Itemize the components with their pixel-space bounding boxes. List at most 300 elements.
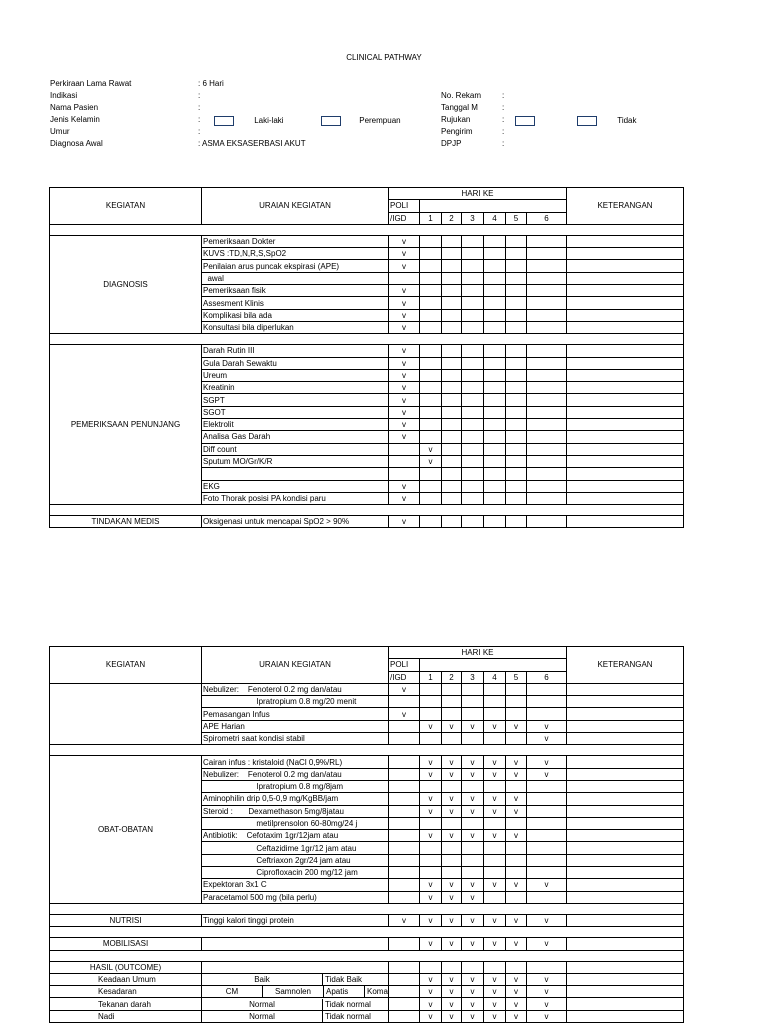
check-cell xyxy=(389,468,420,480)
check-cell xyxy=(442,733,462,745)
check-cell xyxy=(527,817,567,829)
check-cell xyxy=(420,394,442,406)
keterangan-cell xyxy=(567,998,684,1010)
check-cell xyxy=(420,297,442,309)
check-cell xyxy=(389,817,420,829)
option-a: Baik xyxy=(202,974,323,985)
uraian-cell: Pemeriksaan Dokter xyxy=(202,235,389,247)
keterangan-cell xyxy=(567,817,684,829)
day-header: 4 xyxy=(484,212,506,224)
check-cell xyxy=(389,443,420,455)
check-cell xyxy=(442,817,462,829)
keterangan-cell xyxy=(567,369,684,381)
check-cell xyxy=(389,272,420,284)
check-cell: v xyxy=(442,914,462,926)
outcome-name: Kesadaran xyxy=(50,986,202,998)
check-cell xyxy=(484,696,506,708)
day-header: 1 xyxy=(420,671,442,683)
check-cell xyxy=(420,382,442,394)
table-row xyxy=(50,756,684,768)
keterangan-cell xyxy=(567,248,684,260)
day-header: 5 xyxy=(506,671,527,683)
check-cell xyxy=(527,369,567,381)
check-cell xyxy=(462,733,484,745)
check-cell xyxy=(484,817,506,829)
info-label: Umur xyxy=(50,127,70,136)
spacer-row xyxy=(50,505,684,516)
check-cell xyxy=(462,696,484,708)
check-cell: v xyxy=(420,756,442,768)
rujukan-no-option[interactable] xyxy=(577,115,637,127)
uraian-cell: Diff count xyxy=(202,443,389,455)
female-label: Perempuan xyxy=(359,116,401,125)
table-row xyxy=(50,938,684,950)
table-row xyxy=(50,345,684,357)
info-value: : xyxy=(198,127,201,136)
check-cell xyxy=(442,696,462,708)
check-cell: v xyxy=(420,720,442,732)
check-cell xyxy=(462,235,484,247)
option-koma: Koma xyxy=(367,987,388,997)
keterangan-cell xyxy=(567,867,684,879)
keterangan-cell xyxy=(567,455,684,467)
uraian-cell: SGOT xyxy=(202,406,389,418)
check-cell xyxy=(420,854,442,866)
check-cell: v xyxy=(442,891,462,903)
check-cell: v xyxy=(389,309,420,321)
check-cell xyxy=(527,708,567,720)
female-checkbox[interactable] xyxy=(321,116,341,126)
uraian-cell: Penilaian arus puncak ekspirasi (APE) xyxy=(202,260,389,272)
spacer-row xyxy=(50,903,684,914)
check-cell xyxy=(442,492,462,504)
check-cell: v xyxy=(420,455,442,467)
check-cell xyxy=(506,516,527,528)
uraian-cell: Elektrolit xyxy=(202,419,389,431)
check-cell: v xyxy=(527,986,567,998)
check-cell xyxy=(506,260,527,272)
page-title: CLINICAL PATHWAY xyxy=(346,53,422,62)
check-cell: v xyxy=(389,369,420,381)
check-cell: v xyxy=(389,914,420,926)
keterangan-header: KETERANGAN xyxy=(567,647,684,684)
check-cell xyxy=(389,938,420,950)
check-cell xyxy=(462,357,484,369)
check-cell xyxy=(484,468,506,480)
kegiatan-cell: NUTRISI xyxy=(50,914,202,926)
uraian-cell: Foto Thorak posisi PA kondisi paru xyxy=(202,492,389,504)
kegiatan-cell: PEMERIKSAAN PENUNJANG xyxy=(50,345,202,505)
check-cell xyxy=(484,382,506,394)
check-cell: v xyxy=(484,998,506,1010)
check-cell xyxy=(462,260,484,272)
check-cell xyxy=(506,961,527,973)
uraian-cell: Sputum MO/Gr/K/R xyxy=(202,455,389,467)
keterangan-cell xyxy=(567,431,684,443)
check-cell xyxy=(420,480,442,492)
check-cell xyxy=(484,961,506,973)
check-cell: v xyxy=(420,973,442,985)
uraian-cell: Ceftazidime 1gr/12 jam atau xyxy=(202,842,389,854)
check-cell: v xyxy=(389,480,420,492)
check-cell xyxy=(506,406,527,418)
check-cell: v xyxy=(442,998,462,1010)
check-cell xyxy=(506,235,527,247)
info-value: : xyxy=(502,127,505,136)
check-cell xyxy=(420,357,442,369)
check-cell xyxy=(527,406,567,418)
check-cell xyxy=(420,321,442,333)
check-cell xyxy=(420,468,442,480)
check-cell xyxy=(420,285,442,297)
check-cell xyxy=(442,394,462,406)
check-cell: v xyxy=(442,768,462,780)
check-cell xyxy=(506,321,527,333)
check-cell xyxy=(389,998,420,1010)
check-cell: v xyxy=(389,382,420,394)
option-b: Tidak normal xyxy=(325,999,371,1009)
check-cell xyxy=(389,1010,420,1022)
check-cell xyxy=(527,297,567,309)
kegiatan-cell xyxy=(50,683,202,744)
uraian-cell: awal xyxy=(202,272,389,284)
check-cell xyxy=(389,805,420,817)
option-cm: CM xyxy=(202,986,263,997)
check-cell: v xyxy=(389,260,420,272)
check-cell xyxy=(506,492,527,504)
check-cell: v xyxy=(389,683,420,695)
table-row xyxy=(50,683,684,695)
check-cell: v xyxy=(527,998,567,1010)
check-cell xyxy=(420,867,442,879)
check-cell xyxy=(462,780,484,792)
check-cell xyxy=(420,235,442,247)
check-cell xyxy=(506,248,527,260)
check-cell: v xyxy=(442,720,462,732)
check-cell xyxy=(442,382,462,394)
outcome-options xyxy=(202,1010,389,1022)
check-cell xyxy=(484,394,506,406)
info-value: : xyxy=(502,91,505,100)
check-cell xyxy=(420,492,442,504)
check-cell xyxy=(484,492,506,504)
kegiatan-cell: HASIL (OUTCOME) xyxy=(50,961,202,973)
check-cell xyxy=(442,297,462,309)
day-header: 1 xyxy=(420,212,442,224)
check-cell xyxy=(527,780,567,792)
check-cell: v xyxy=(527,879,567,891)
info-value: : xyxy=(198,115,201,124)
keterangan-cell xyxy=(567,780,684,792)
option-a: Normal xyxy=(202,1011,323,1022)
keterangan-cell xyxy=(567,480,684,492)
uraian-cell: EKG xyxy=(202,480,389,492)
check-cell: v xyxy=(420,986,442,998)
uraian-cell: Nebulizer: Fenoterol 0.2 mg dan/atau xyxy=(202,768,389,780)
check-cell xyxy=(527,248,567,260)
check-cell: v xyxy=(484,879,506,891)
check-cell: v xyxy=(527,756,567,768)
check-cell xyxy=(506,272,527,284)
check-cell xyxy=(527,285,567,297)
check-cell: v xyxy=(527,720,567,732)
check-cell xyxy=(527,235,567,247)
check-cell xyxy=(442,248,462,260)
keterangan-cell xyxy=(567,468,684,480)
check-cell xyxy=(462,406,484,418)
uraian-cell: Analisa Gas Darah xyxy=(202,431,389,443)
uraian-cell: Steroid : Dexamethason 5mg/8jatau xyxy=(202,805,389,817)
check-cell xyxy=(442,443,462,455)
info-label: Diagnosa Awal xyxy=(50,139,103,148)
table-row xyxy=(50,914,684,926)
check-cell xyxy=(420,696,442,708)
poli-header: POLI xyxy=(389,200,420,212)
check-cell xyxy=(420,708,442,720)
info-label: No. Rekam xyxy=(441,91,482,100)
check-cell xyxy=(506,357,527,369)
check-cell: v xyxy=(506,768,527,780)
check-cell: v xyxy=(462,768,484,780)
check-cell xyxy=(420,406,442,418)
check-cell: v xyxy=(442,938,462,950)
poli-header: POLI xyxy=(389,659,420,671)
check-cell: v xyxy=(506,830,527,842)
check-cell xyxy=(389,793,420,805)
check-cell: v xyxy=(462,793,484,805)
keterangan-cell xyxy=(567,768,684,780)
table-row xyxy=(50,961,684,973)
info-value: : xyxy=(502,115,505,124)
check-cell xyxy=(389,973,420,985)
check-cell xyxy=(420,345,442,357)
igd-header: /IGD xyxy=(389,671,420,683)
check-cell: v xyxy=(462,891,484,903)
info-value: : xyxy=(198,103,201,112)
table-row xyxy=(50,516,684,528)
check-cell xyxy=(442,285,462,297)
check-cell xyxy=(462,321,484,333)
check-cell: v xyxy=(506,938,527,950)
table-row xyxy=(50,1010,684,1022)
rujukan-no-checkbox[interactable] xyxy=(577,116,597,126)
check-cell xyxy=(442,345,462,357)
check-cell xyxy=(389,780,420,792)
check-cell xyxy=(527,842,567,854)
check-cell xyxy=(484,443,506,455)
check-cell xyxy=(527,492,567,504)
info-label: Indikasi xyxy=(50,91,78,100)
uraian-cell: Kreatinin xyxy=(202,382,389,394)
check-cell xyxy=(389,854,420,866)
check-cell xyxy=(506,443,527,455)
check-cell: v xyxy=(506,1010,527,1022)
check-cell: v xyxy=(420,938,442,950)
check-cell xyxy=(420,369,442,381)
check-cell: v xyxy=(462,998,484,1010)
check-cell xyxy=(462,708,484,720)
check-cell xyxy=(484,369,506,381)
check-cell xyxy=(389,867,420,879)
uraian-cell: APE Harian xyxy=(202,720,389,732)
check-cell: v xyxy=(484,805,506,817)
check-cell: v xyxy=(527,914,567,926)
kegiatan-cell: OBAT-OBATAN xyxy=(50,756,202,904)
kegiatan-cell: MOBILISASI xyxy=(50,938,202,950)
check-cell: v xyxy=(484,793,506,805)
check-cell: v xyxy=(420,443,442,455)
check-cell: v xyxy=(484,1010,506,1022)
table-row xyxy=(50,235,684,247)
check-cell xyxy=(389,720,420,732)
check-cell xyxy=(389,455,420,467)
outcome-name: Keadaan Umum xyxy=(50,973,202,985)
check-cell: v xyxy=(389,321,420,333)
table-row xyxy=(50,998,684,1010)
table-row xyxy=(50,986,684,998)
check-cell: v xyxy=(506,805,527,817)
check-cell xyxy=(462,516,484,528)
check-cell xyxy=(462,492,484,504)
keterangan-cell xyxy=(567,793,684,805)
uraian-cell: Ipratropium 0.8 mg/8jam xyxy=(202,780,389,792)
check-cell xyxy=(420,309,442,321)
keterangan-cell xyxy=(567,973,684,985)
keterangan-cell xyxy=(567,1010,684,1022)
check-cell: v xyxy=(484,986,506,998)
check-cell xyxy=(420,272,442,284)
info-value: : ASMA EKSASERBASI AKUT xyxy=(198,139,306,148)
check-cell: v xyxy=(442,805,462,817)
check-cell xyxy=(506,297,527,309)
keterangan-cell xyxy=(567,235,684,247)
check-cell: v xyxy=(389,406,420,418)
uraian-cell: Tinggi kalori tinggi protein xyxy=(202,914,389,926)
spacer-row xyxy=(50,950,684,961)
check-cell xyxy=(506,309,527,321)
check-cell xyxy=(462,297,484,309)
check-cell xyxy=(527,455,567,467)
check-cell xyxy=(506,345,527,357)
check-cell: v xyxy=(389,297,420,309)
check-cell: v xyxy=(462,938,484,950)
check-cell xyxy=(527,867,567,879)
keterangan-cell xyxy=(567,914,684,926)
uraian-cell: Assesment Klinis xyxy=(202,297,389,309)
uraian-cell: Aminophilin drip 0,5-0,9 mg/KgBB/jam xyxy=(202,793,389,805)
check-cell: v xyxy=(506,998,527,1010)
check-cell: v xyxy=(442,879,462,891)
check-cell: v xyxy=(506,986,527,998)
check-cell xyxy=(389,986,420,998)
check-cell xyxy=(462,842,484,854)
check-cell xyxy=(420,248,442,260)
check-cell xyxy=(527,516,567,528)
check-cell xyxy=(462,867,484,879)
check-cell xyxy=(389,879,420,891)
check-cell: v xyxy=(442,756,462,768)
keterangan-cell xyxy=(567,986,684,998)
check-cell xyxy=(462,272,484,284)
keterangan-cell xyxy=(567,961,684,973)
check-cell xyxy=(462,443,484,455)
check-cell xyxy=(389,768,420,780)
keterangan-cell xyxy=(567,891,684,903)
kegiatan-header: KEGIATAN xyxy=(50,188,202,225)
check-cell xyxy=(527,260,567,272)
keterangan-cell xyxy=(567,842,684,854)
keterangan-cell xyxy=(567,297,684,309)
check-cell xyxy=(527,321,567,333)
check-cell: v xyxy=(527,938,567,950)
pathway-table-1 xyxy=(49,187,684,528)
keterangan-cell xyxy=(567,321,684,333)
keterangan-header: KETERANGAN xyxy=(567,188,684,225)
check-cell: v xyxy=(420,998,442,1010)
keterangan-cell xyxy=(567,683,684,695)
check-cell xyxy=(462,961,484,973)
check-cell xyxy=(506,468,527,480)
check-cell xyxy=(506,780,527,792)
male-checkbox[interactable] xyxy=(214,116,234,126)
check-cell xyxy=(420,961,442,973)
outcome-name: Tekanan darah xyxy=(50,998,202,1010)
keterangan-cell xyxy=(567,419,684,431)
check-cell xyxy=(462,431,484,443)
check-cell xyxy=(420,683,442,695)
keterangan-cell xyxy=(567,879,684,891)
check-cell: v xyxy=(420,891,442,903)
check-cell xyxy=(462,854,484,866)
keterangan-cell xyxy=(567,830,684,842)
check-cell xyxy=(484,285,506,297)
outcome-options xyxy=(202,986,389,998)
check-cell xyxy=(442,961,462,973)
check-cell xyxy=(442,406,462,418)
check-cell xyxy=(462,394,484,406)
rujukan-yes-checkbox[interactable] xyxy=(515,116,535,126)
info-value: : xyxy=(502,139,505,148)
info-label: Rujukan xyxy=(441,115,471,124)
check-cell xyxy=(389,830,420,842)
check-cell xyxy=(484,309,506,321)
hari-ke-header: HARI KE xyxy=(389,188,567,200)
check-cell xyxy=(442,516,462,528)
check-cell xyxy=(527,961,567,973)
info-label: Tanggal M xyxy=(441,103,478,112)
check-cell xyxy=(527,793,567,805)
table-header-row xyxy=(50,188,684,200)
gender-male-option[interactable] xyxy=(214,115,284,127)
spacer-cell xyxy=(50,505,684,516)
keterangan-cell xyxy=(567,938,684,950)
uraian-cell xyxy=(202,468,389,480)
check-cell: v xyxy=(420,914,442,926)
check-cell: v xyxy=(389,394,420,406)
uraian-cell: Ceftriaxon 2gr/24 jam atau xyxy=(202,854,389,866)
keterangan-cell xyxy=(567,260,684,272)
check-cell xyxy=(442,854,462,866)
check-cell xyxy=(484,297,506,309)
check-cell xyxy=(484,733,506,745)
kegiatan-cell: TINDAKAN MEDIS xyxy=(50,516,202,528)
check-cell xyxy=(462,309,484,321)
day-header: 5 xyxy=(506,212,527,224)
rujukan-yes-option[interactable] xyxy=(515,115,535,127)
keterangan-cell xyxy=(567,406,684,418)
keterangan-cell xyxy=(567,516,684,528)
gender-female-option[interactable] xyxy=(321,115,401,127)
